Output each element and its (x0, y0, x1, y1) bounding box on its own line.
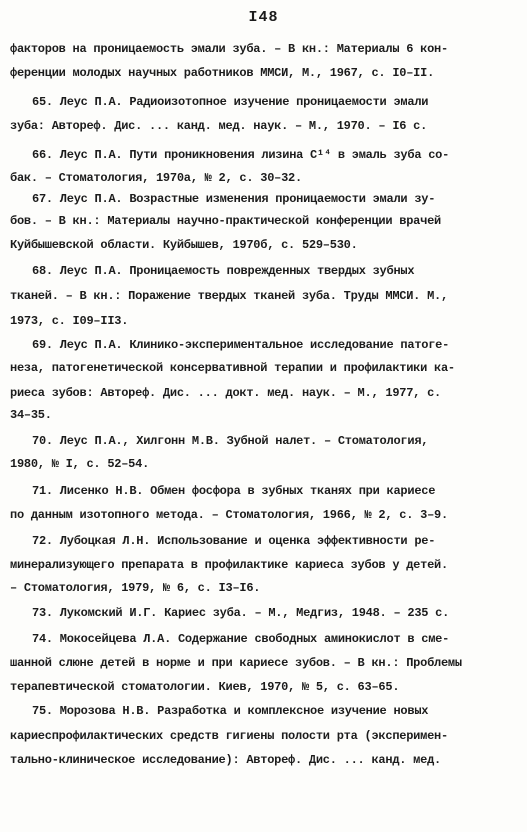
text-line: 1973, с. I09–II3. (10, 314, 129, 328)
text-line: кариеспрофилактических средств гигиены полости рта (эксперимен- (10, 729, 448, 743)
text-line: – Стоматология, 1979, № 6, с. I3–I6. (10, 581, 261, 595)
reference-70-line: 70. Леус П.А., Хилгонн М.В. Зубной налет. – Стоматология, (32, 434, 429, 448)
reference-67-line: 67. Леус П.А. Возрастные изменения проницаемости эмали зу- (32, 192, 436, 206)
page-number: I48 (248, 9, 279, 26)
reference-74-line: 74. Мокосейцева Л.А. Содержание свободных аминокислот в сме- (32, 632, 450, 646)
reference-75-line: 75. Морозова Н.В. Разработка и комплексное изучение новых (32, 704, 429, 718)
text-line: 1980, № I, с. 52–54. (10, 457, 150, 471)
text-line: по данным изотопного метода. – Стоматология, 1966, № 2, с. 3–9. (10, 508, 448, 522)
text-line: зуба: Автореф. Дис. ... канд. мед. наук. – М., 1970. – I6 с. (10, 119, 428, 133)
text-line: Куйбышевской области. Куйбышев, 1970б, с. 529–530. (10, 238, 358, 252)
reference-66-line: 66. Леус П.А. Пути проникновения лизина C¹⁴ в эмаль зуба со- (32, 148, 450, 162)
text-line: риеса зубов: Автореф. Дис. ... докт. мед. наук. – М., 1977, с. (10, 386, 441, 400)
text-line: минерализующего препарата в профилактике кариеса зубов у детей. (10, 558, 448, 572)
reference-69-line: 69. Леус П.А. Клинико-экспериментальное исследование патоге- (32, 338, 450, 352)
text-line: терапевтической стоматологии. Киев, 1970, № 5, с. 63–65. (10, 680, 400, 694)
text-line: 34–35. (10, 408, 52, 422)
reference-65-line: 65. Леус П.А. Радиоизотопное изучение проницаемости эмали (32, 95, 429, 109)
text-line: шанной слюне детей в норме и при кариесе зубов. – В кн.: Проблемы (10, 656, 462, 670)
reference-68-line: 68. Леус П.А. Проницаемость поврежденных твердых зубных (32, 264, 415, 278)
text-line: тканей. – В кн.: Поражение твердых тканей зуба. Труды ММСИ. М., (10, 289, 448, 303)
text-line: бак. – Стоматология, 1970а, № 2, с. 30–32. (10, 171, 302, 185)
text-line: бов. – В кн.: Материалы научно-практической конференции врачей (10, 214, 441, 228)
reference-72-line: 72. Лубоцкая Л.Н. Использование и оценка эффективности ре- (32, 534, 436, 548)
text-line: факторов на проницаемость эмали зуба. – В кн.: Материалы 6 кон- (10, 42, 448, 56)
text-line: неза, патогенетической консервативной терапии и профилактики ка- (10, 361, 455, 375)
reference-73-line: 73. Лукомский И.Г. Кариес зуба. – М., Медгиз, 1948. – 235 с. (32, 606, 450, 620)
reference-71-line: 71. Лисенко Н.В. Обмен фосфора в зубных тканях при кариесе (32, 484, 436, 498)
text-line: тально-клиническое исследование): Автореф. Дис. ... канд. мед. (10, 753, 441, 767)
text-line: ференции молодых научных работников ММСИ, М., 1967, с. I0–II. (10, 66, 435, 80)
